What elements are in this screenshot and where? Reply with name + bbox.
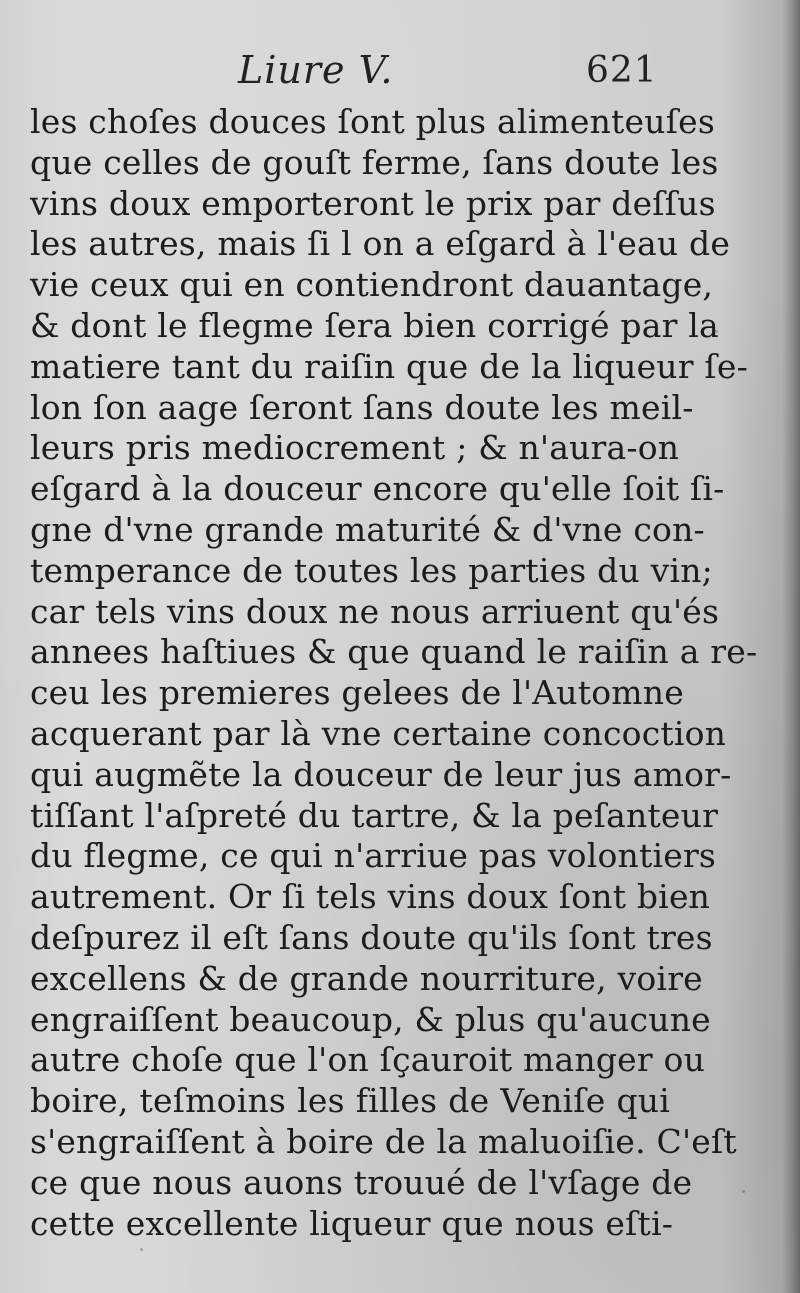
text-line: du flegme, ce qui n'arriue pas volontiers [30,836,717,876]
page-number: 621 [586,50,658,91]
text-line: cette excellente liqueur que nous eſti- [30,1203,674,1243]
text-line: deſpurez il eſt ſans doute qu'ils ſont tres [30,917,713,957]
text-line: ceu les premieres gelees de l'Automne [30,673,684,713]
paper-speck [742,1190,745,1193]
text-line: acquerant par là vne certaine concoction [30,713,727,753]
text-line: qui augmẽte la douceur de leur jus amor- [30,754,732,794]
text-line: s'engraiſſent à boire de la maluoiſie. C'eſt [30,1121,737,1161]
text-line: excellens & de grande nourriture, voire [30,958,703,998]
paper-speck [140,1248,143,1251]
text-line: autrement. Or ſi tels vins doux ſont bien [30,877,711,917]
text-line: les autres, mais ſi l on a eſgard à l'eau de [30,224,731,264]
text-line: vins doux emporteront le prix par deſſus [30,183,716,223]
text-line: engraiſſent beaucoup, & plus qu'aucune [30,999,711,1039]
text-line: temperance de toutes les parties du vin; [30,550,713,590]
text-line: autre choſe que l'on ſçauroit manger ou [30,1040,706,1080]
text-line: matiere tant du raiſin que de la liqueur ſe- [30,346,748,386]
text-line: car tels vins doux ne nous arriuent qu'és [30,591,720,631]
text-line: eſgard à la douceur encore qu'elle ſoit ſi- [30,469,725,509]
text-line: lon ſon aage ſeront ſans doute les meil- [30,387,694,427]
book-label: Liure V. [238,48,394,92]
body-text [30,102,758,1244]
text-line: boire, teſmoins les filles de Veniſe qui [30,1081,670,1121]
text-line: ce que nous auons trouué de l'vſage de [30,1162,693,1202]
text-line: gne d'vne grande maturité & d'vne con- [30,509,705,549]
text-line: que celles de gouſt ferme, ſans doute les [30,142,719,182]
text-line: leurs pris mediocrement ; & n'aura-on [30,428,680,468]
page-edge-shadow [782,0,800,1293]
text-line: annees haſtiues & que quand le raiſin a re- [30,632,758,672]
text-line: tiſſant l'aſpreté du tartre, & la peſanteur [30,795,719,835]
text-line: & dont le flegme ſera bien corrigé par la [30,305,719,345]
text-line: vie ceux qui en contiendront dauantage, [30,265,714,305]
text-line: les choſes douces ſont plus alimenteuſes [30,102,715,141]
running-head [0,48,800,96]
